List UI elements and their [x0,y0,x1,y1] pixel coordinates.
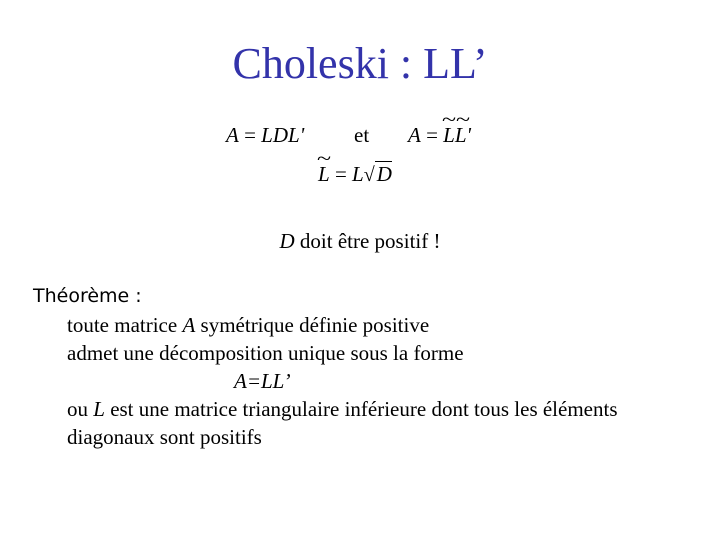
theorem-line-2: admet une décomposition unique sous la forme [67,341,464,365]
sqrt-symbol: √ [363,164,375,186]
eq2-l-tilde: ~ L [443,123,455,148]
line4-post: est une matrice triangulaire inférieure dont tous les éléments [104,397,618,421]
eq2-equals: = [426,123,438,147]
note-text: doit être positif ! [294,229,441,253]
equation-ldl [226,123,304,148]
theorem-line-4 [67,397,618,422]
slide-title: Choleski : LL’ [232,39,488,88]
equation-connector: et [354,123,370,147]
theorem-line-5: diagonaux sont positifs [67,425,262,449]
equation-l-tilde [318,162,392,187]
note-var: D [279,229,295,253]
theorem-line-1 [67,313,429,338]
eq2-lt-tilde: ~ L' [455,123,471,148]
line4-pre: ou [67,397,94,421]
theorem-formula: A=LL’ [234,369,291,393]
sqrt-d [364,162,392,187]
line4-var: L [93,397,105,421]
eq3-d: D [376,162,392,186]
positivity-note [0,229,720,254]
line1-post: symétrique définie positive [195,313,430,337]
eq3-equals: = [334,162,347,186]
eq3-l: L [352,162,364,186]
equation-ll [408,123,471,148]
line1-var: A [182,313,196,337]
eq1-equals: = [244,123,256,147]
eq2-lhs: A [408,123,421,147]
eq1-lhs: A [226,123,239,147]
eq1-rhs: LDL' [261,123,305,147]
eq3-lhs: ~ L [318,162,330,187]
line1-pre: toute matrice [67,313,183,337]
theorem-heading: Théorème : [33,285,142,307]
